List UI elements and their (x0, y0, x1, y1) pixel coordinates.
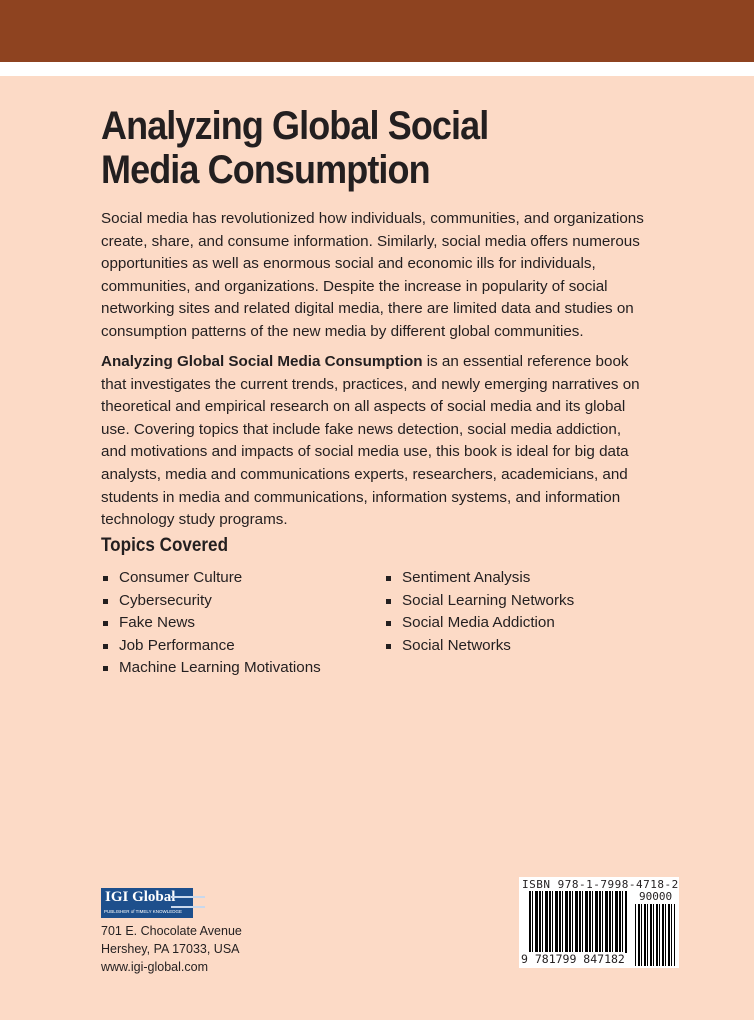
book-title-bold: Analyzing Global Social Media Consumption (101, 353, 423, 370)
text-line (101, 351, 640, 374)
text-line: use. Covering topics that include fake news detection, social media addiction, (101, 420, 622, 438)
book-title (101, 104, 488, 192)
price-addon: 90000 (639, 890, 673, 903)
logo-tagline: PUBLISHER of TIMELY KNOWLEDGE (104, 909, 183, 914)
topic-item: Social Networks (384, 635, 574, 658)
topics-list-left (101, 567, 321, 680)
white-stripe (0, 62, 754, 76)
ean-number: 9 781799 847182 (521, 952, 625, 966)
addon-bars (635, 904, 675, 966)
topic-item: Job Performance (101, 635, 321, 658)
text-line: communities, and organizations. Despite the increase in popularity of social (101, 277, 608, 295)
title-line: Analyzing Global Social (101, 104, 489, 148)
text-line: that investigates the current trends, practices, and newly emerging narratives on (101, 375, 640, 393)
text-fragment: is an essential reference book (422, 353, 629, 370)
text-line: theoretical and empirical research on all aspects of social media and its global (101, 398, 626, 416)
text-line: and motivations and impacts of social media use, this book is ideal for big data (101, 443, 629, 461)
topic-item: Machine Learning Motivations (101, 657, 321, 680)
topic-item: Social Media Addiction (384, 612, 574, 635)
topic-item: Cybersecurity (101, 590, 321, 613)
text-line: networking sites and related digital media, there are limited data and studies on (101, 300, 634, 318)
address-line: 701 E. Chocolate Avenue (101, 924, 242, 938)
logo-name: IGI Global (105, 889, 176, 905)
title-line: Media Consumption (101, 148, 430, 192)
text-line: students in media and communications, information systems, and information (101, 488, 621, 506)
website-link[interactable]: www.igi-global.com (101, 960, 208, 974)
description-paragraph-1 (101, 208, 644, 344)
text-line: Social media has revolutionized how individuals, communities, and organizations (101, 210, 644, 227)
isbn-barcode (519, 877, 679, 968)
text-line: create, share, and consume information. Similarly, social media offers numerous (101, 232, 640, 250)
igi-global-logo (101, 888, 193, 918)
barcode-bars (529, 891, 627, 953)
topic-item: Social Learning Networks (384, 590, 574, 613)
topic-item: Consumer Culture (101, 567, 321, 590)
text-line: analysts, media and communications experts, researchers, academicians, and (101, 465, 628, 483)
description-paragraph-2 (101, 351, 640, 532)
logo-swoosh-icon (171, 896, 205, 908)
topics-heading: Topics Covered (101, 535, 229, 556)
text-line: opportunities as well as enormous social and economic ills for individuals, (101, 255, 596, 273)
address-line: Hershey, PA 17033, USA (101, 942, 240, 956)
topics-list-right (384, 567, 574, 657)
isbn-text: ISBN 978-1-7998-4718-2 (522, 878, 679, 891)
publisher-address (101, 922, 242, 976)
top-color-band (0, 0, 754, 62)
text-line: technology study programs. (101, 511, 288, 529)
topic-item: Fake News (101, 612, 321, 635)
topic-item: Sentiment Analysis (384, 567, 574, 590)
text-line: consumption patterns of the new media by different global communities. (101, 322, 584, 340)
